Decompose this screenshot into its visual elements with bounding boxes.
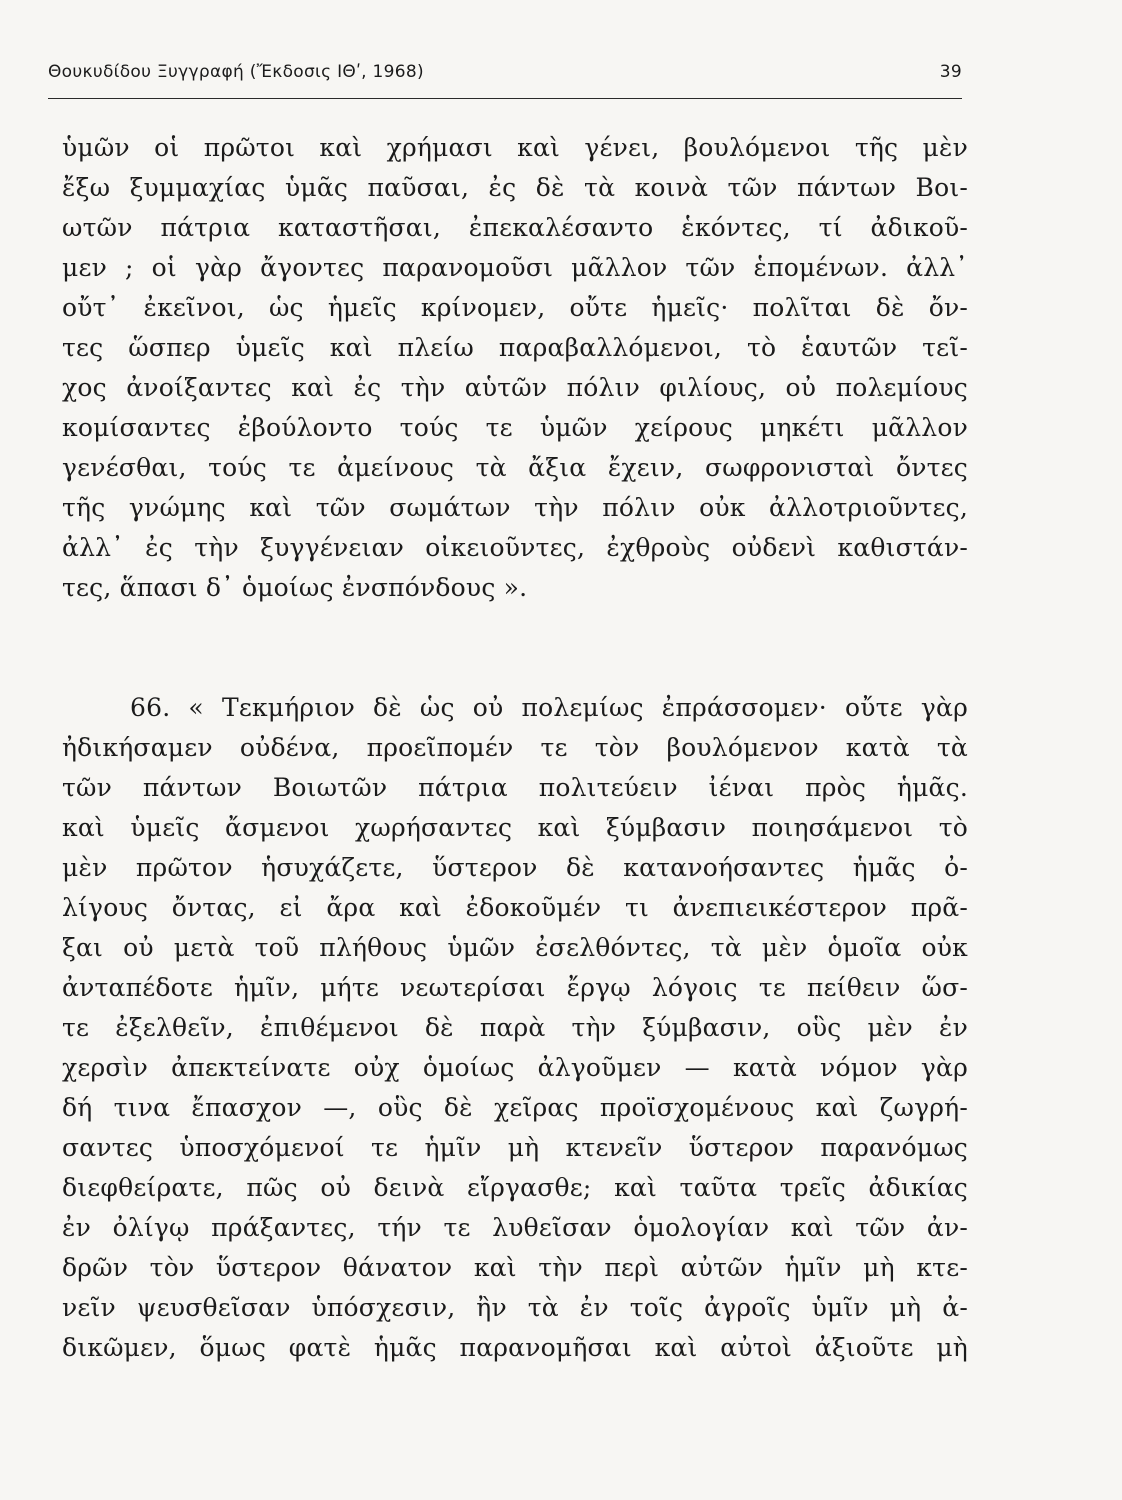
paragraph-65-continuation — [62, 128, 968, 608]
text-line: γενέσθαι, τούς τε ἀμείνους τὰ ἄξια ἔχειν, σωφρονισταὶ ὄντες — [62, 453, 968, 482]
text-line: χερσὶν ἀπεκτείνατε οὐχ ὁμοίως ἀλγοῦμεν — κατὰ νόμον γὰρ — [62, 1053, 968, 1082]
text-line: ἐν ὀλίγῳ πράξαντες, τήν τε λυθεῖσαν ὁμολογίαν καὶ τῶν ἀν- — [62, 1213, 968, 1242]
text-line: λίγους ὄντας, εἰ ἄρα καὶ ἐδοκοῦμέν τι ἀνεπιεικέστερον πρᾶ- — [62, 893, 968, 922]
header-rule — [48, 98, 962, 99]
text-line: ὑμῶν οἱ πρῶτοι καὶ χρήμασι καὶ γένει, βουλόμενοι τῆς μὲν — [62, 133, 968, 162]
text-line: καὶ ὑμεῖς ἄσμενοι χωρήσαντες καὶ ξύμβασιν ποιησάμενοι τὸ — [62, 813, 968, 842]
text-line: τῆς γνώμης καὶ τῶν σωμάτων τὴν πόλιν οὐκ ἀλλοτριοῦντες, — [62, 493, 968, 522]
text-line: τες, ἅπασι δ᾽ ὁμοίως ἐνσπόνδους ». — [62, 573, 528, 602]
text-line: δικῶμεν, ὅμως φατὲ ἡμᾶς παρανομῆσαι καὶ αὐτοὶ ἀξιοῦτε μὴ — [62, 1333, 968, 1362]
text-line: ξαι οὐ μετὰ τοῦ πλήθους ὑμῶν ἐσελθόντες, τὰ μὲν ὁμοῖα οὐκ — [62, 933, 968, 962]
text-line: ἀνταπέδοτε ἡμῖν, μήτε νεωτερίσαι ἔργῳ λόγοις τε πείθειν ὥσ- — [62, 973, 968, 1002]
running-title: Θουκυδίδου Ξυγγραφή (Ἔκδοσις ΙΘʹ, 1968) — [48, 62, 424, 82]
text-line: διεφθείρατε, πῶς οὐ δεινὰ εἴργασθε; καὶ ταῦτα τρεῖς ἀδικίας — [62, 1173, 968, 1202]
page-number: 39 — [939, 62, 962, 82]
text-line: οὔτ᾽ ἐκεῖνοι, ὡς ἡμεῖς κρίνομεν, οὔτε ἡμεῖς· πολῖται δὲ ὄν- — [62, 293, 968, 322]
running-header — [48, 62, 962, 88]
text-line: ἔξω ξυμμαχίας ὑμᾶς παῦσαι, ἐς δὲ τὰ κοινὰ τῶν πάντων Βοι- — [62, 173, 968, 202]
text-line: ἀλλ᾽ ἐς τὴν ξυγγένειαν οἰκειοῦντες, ἐχθροὺς οὐδενὶ καθιστάν- — [62, 533, 968, 562]
text-line: τες ὥσπερ ὑμεῖς καὶ πλείω παραβαλλόμενοι, τὸ ἑαυτῶν τεῖ- — [62, 333, 968, 362]
text-line: μὲν πρῶτον ἡσυχάζετε, ὕστερον δὲ κατανοήσαντες ἡμᾶς ὀ- — [62, 853, 968, 882]
text-line: δή τινα ἔπασχον —, οὓς δὲ χεῖρας προϊσχομένους καὶ ζωγρή- — [62, 1093, 968, 1122]
paragraph-66 — [62, 688, 968, 1368]
text-line: τε ἐξελθεῖν, ἐπιθέμενοι δὲ παρὰ τὴν ξύμβασιν, οὓς μὲν ἐν — [62, 1013, 968, 1042]
text-line: χος ἀνοίξαντες καὶ ἐς τὴν αὑτῶν πόλιν φιλίους, οὐ πολεμίους — [62, 373, 968, 402]
text-line: μεν ; οἱ γὰρ ἄγοντες παρανομοῦσι μᾶλλον τῶν ἑπομένων. ἀλλ᾽ — [62, 253, 968, 282]
text-line: κομίσαντες ἐβούλοντο τούς τε ὑμῶν χείρους μηκέτι μᾶλλον — [62, 413, 968, 442]
text-line: ἠδικήσαμεν οὐδένα, προεῖπομέν τε τὸν βουλόμενον κατὰ τὰ — [62, 733, 968, 762]
text-line: δρῶν τὸν ὕστερον θάνατον καὶ τὴν περὶ αὐτῶν ἡμῖν μὴ κτε- — [62, 1253, 968, 1282]
text-line: 66. « Τεκμήριον δὲ ὡς οὐ πολεμίως ἐπράσσομεν· οὔτε γὰρ — [130, 693, 968, 722]
text-line: σαντες ὑποσχόμενοί τε ἡμῖν μὴ κτενεῖν ὕστερον παρανόμως — [62, 1133, 968, 1162]
text-line: τῶν πάντων Βοιωτῶν πάτρια πολιτεύειν ἰέναι πρὸς ἡμᾶς. — [62, 773, 968, 802]
text-line: ωτῶν πάτρια καταστῆσαι, ἐπεκαλέσαντο ἑκόντες, τί ἀδικοῦ- — [62, 213, 968, 242]
text-line: νεῖν ψευσθεῖσαν ὑπόσχεσιν, ἢν τὰ ἐν τοῖς ἀγροῖς ὑμῖν μὴ ἀ- — [62, 1293, 968, 1322]
